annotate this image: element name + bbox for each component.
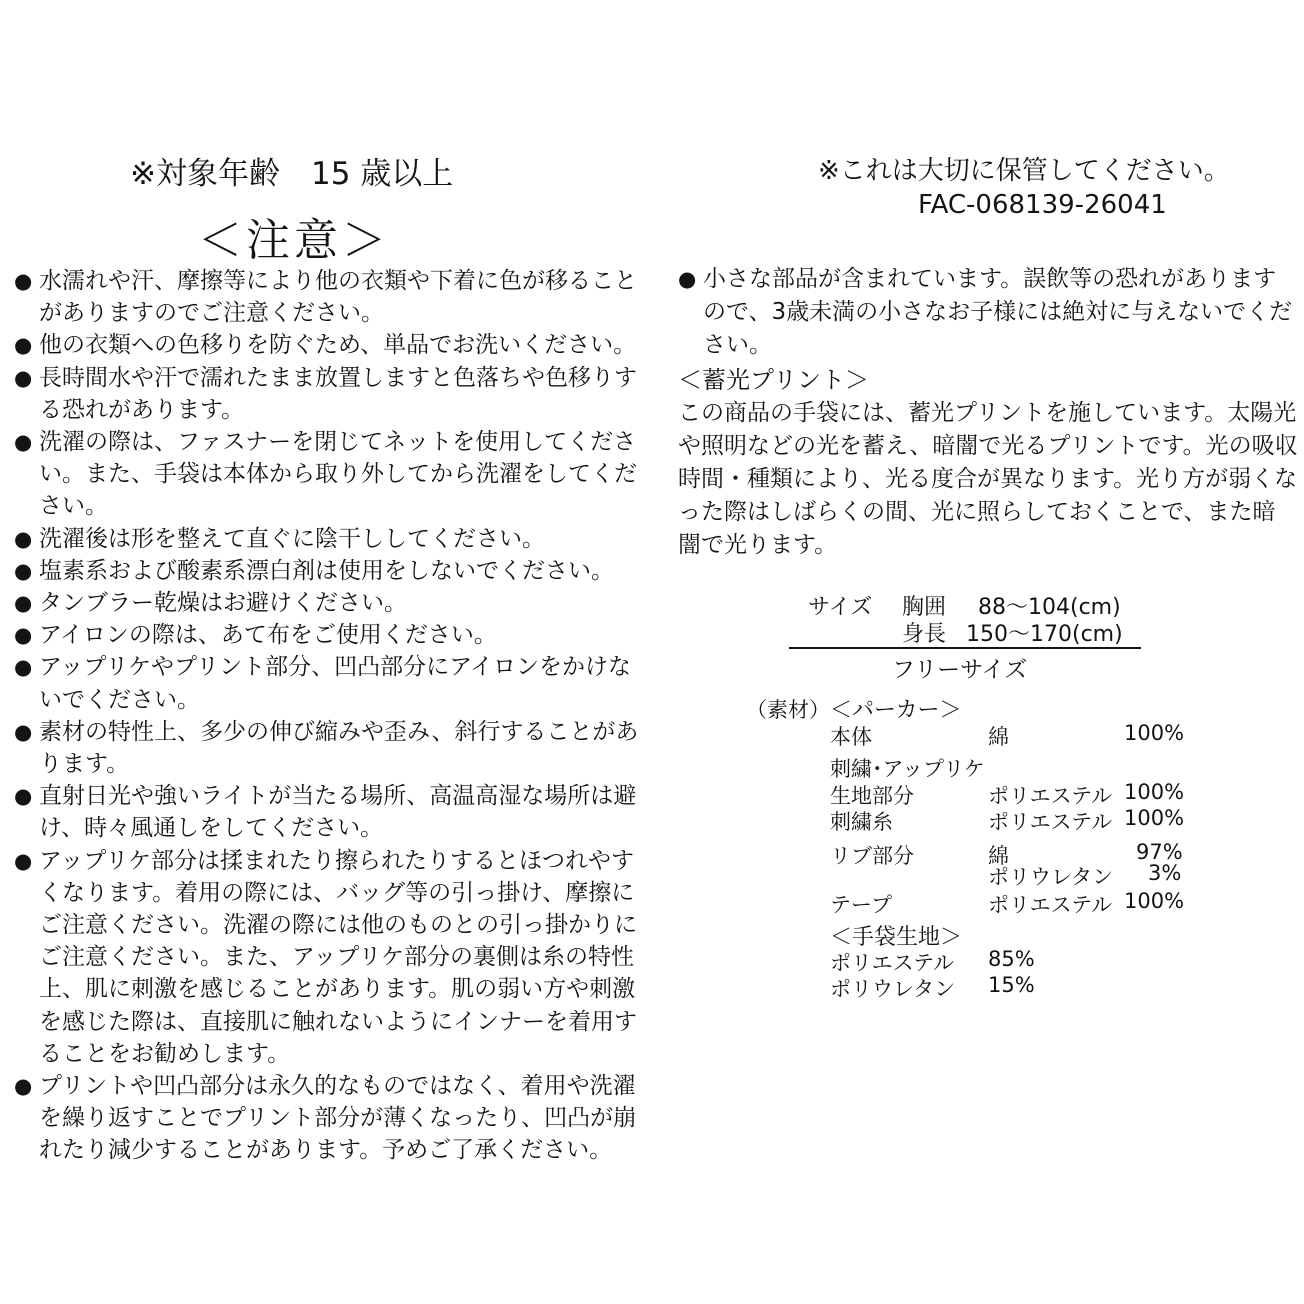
tape-percent: 100%: [1124, 889, 1185, 913]
bullet-icon: ●: [14, 430, 33, 455]
glove-material-2: ポリウレタン: [830, 977, 956, 1001]
fabric-label: 生地部分: [830, 784, 914, 808]
glove-percent-1: 85%: [988, 947, 1035, 971]
caution-item: ● プリントや凹凸部分は永久的なものではなく、着用や洗濯を繰り返すことでプリント部分が薄くなったり、凹凸が崩れたり減少することがあります。予めご了承ください。: [14, 1070, 639, 1167]
caution-title: ＜注意＞: [198, 215, 390, 266]
height-label: 身長: [902, 622, 947, 647]
fabric-percent: 100%: [1124, 780, 1185, 804]
tape-label: テープ: [830, 893, 892, 917]
rib-percent-1: 97%: [1136, 840, 1183, 864]
body-percent: 100%: [1124, 721, 1185, 745]
caution-item: ● アップリケやプリント部分、凹凸部分にアイロンをかけないでください。: [14, 651, 639, 715]
bullet-icon: ●: [14, 784, 33, 809]
caution-item: ● 長時間水や汗で濡れたまま放置しますと色落ちや色移りする恐れがあります。: [14, 362, 639, 426]
body-material: 綿: [988, 725, 1009, 749]
bullet-icon: ●: [14, 1074, 33, 1099]
caution-list: [14, 265, 639, 1167]
size-divider: [789, 647, 1141, 649]
rib-label: リブ部分: [830, 844, 914, 868]
thread-label: 刺繍糸: [830, 810, 893, 834]
bullet-icon: ●: [14, 591, 33, 616]
caution-item: ● 素材の特性上、多少の伸び縮みや歪み、斜行することがあります。: [14, 716, 639, 780]
rib-percent-2: 3%: [1148, 861, 1182, 885]
body-label: 本体: [830, 725, 872, 749]
bullet-icon: ●: [14, 655, 33, 680]
embroidery-heading: 刺繍･アップリケ: [830, 757, 985, 781]
caution-item: ● 洗濯の際は、ファスナーを閉じてネットを使用してください。また、手袋は本体から取り外してから洗濯をしてください。: [14, 426, 639, 523]
bullet-icon: ●: [14, 848, 33, 873]
free-size-label: フリーサイズ: [892, 657, 1028, 683]
size-label: サイズ: [808, 595, 873, 620]
glow-print-section: [678, 263, 1298, 562]
glove-percent-2: 15%: [988, 973, 1035, 997]
caution-item: ● 塩素系および酸素系漂白剤は使用をしないでください。: [14, 555, 639, 587]
bullet-icon: ●: [678, 267, 697, 291]
glove-heading: ＜手袋生地＞: [830, 925, 963, 950]
rib-material-1: 綿: [988, 844, 1009, 868]
glove-material-1: ポリエステル: [830, 951, 955, 975]
bullet-icon: ●: [14, 269, 33, 293]
caution-item: ● 他の衣類への色移りを防ぐため、単品でお洗いください。: [14, 329, 639, 361]
rib-material-2: ポリウレタン: [988, 865, 1114, 889]
materials-label: （素材）: [746, 698, 830, 722]
bullet-icon: ●: [14, 365, 33, 390]
caution-item: ● 直射日光や強いライトが当たる場所、高温高湿な場所は避け、時々風通しをしてください。: [14, 780, 639, 844]
thread-percent: 100%: [1124, 806, 1185, 830]
bullet-icon: ●: [14, 333, 33, 358]
caution-item: ● タンブラー乾燥はお避けください。: [14, 587, 639, 619]
small-parts-warning: ● 小さな部品が含まれています。誤飲等の恐れがありますので、3歳未満の小さなお子様には絶対に与えないでください。: [678, 263, 1298, 362]
caution-item: ● 水濡れや汗、摩擦等により他の衣類や下着に色が移ることがありますのでご注意ください。: [14, 265, 639, 329]
bullet-icon: ●: [14, 558, 33, 583]
caution-item: ● アップリケ部分は揉まれたり擦られたりするとほつれやすくなります。着用の際には、バッグ等の引っ掛け、摩擦にご注意ください。洗濯の際には他のものとの引っ掛かりにご注意ください。また、アップリケ部分の裏側は糸の特性上、肌に刺激を感じることがあります。肌の弱い方や刺激を感じた際は、直接肌に触れないようにインナーを着用することをお勧めします。: [14, 845, 639, 1070]
fabric-material: ポリエステル: [988, 784, 1113, 808]
chest-value: 88～104(cm): [978, 595, 1121, 620]
bullet-icon: ●: [14, 526, 33, 551]
hoodie-heading: ＜パーカー＞: [830, 698, 962, 723]
caution-item: ● 洗濯後は形を整えて直ぐに陰干ししてください。: [14, 523, 639, 555]
tape-material: ポリエステル: [988, 893, 1113, 917]
thread-material: ポリエステル: [988, 810, 1113, 834]
product-code: FAC-068139-26041: [918, 190, 1167, 220]
chest-label: 胸囲: [902, 595, 947, 620]
bullet-icon: ●: [14, 719, 33, 744]
caution-item: ● アイロンの際は、あて布をご使用ください。: [14, 619, 639, 651]
glow-print-heading: ＜蓄光プリント＞: [678, 366, 870, 394]
keep-note: ※これは大切に保管してください。: [818, 156, 1230, 186]
target-age-note: ※対象年齢 15 歳以上: [130, 156, 454, 192]
glow-print-text: この商品の手袋には、蓄光プリントを施しています。太陽光や照明などの光を蓄え、暗闇で光るプリントです。光の吸収時間・種類により、光る度合が異なります。光り方が弱くなった際はしばらくの間、光に照らしておくことで、また暗闇で光ります。: [678, 400, 1298, 558]
height-value: 150～170(cm): [966, 622, 1123, 647]
bullet-icon: ●: [14, 623, 33, 648]
